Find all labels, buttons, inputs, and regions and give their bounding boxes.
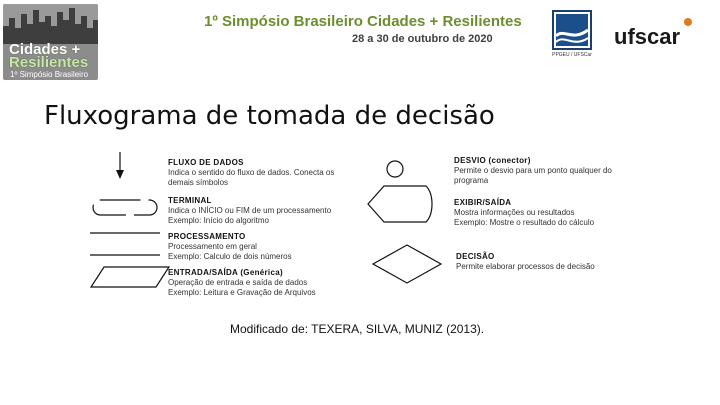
ufscar-logo-icon bbox=[612, 14, 698, 52]
symposium-title: 1º Simpósio Brasileiro Cidades + Resilientes bbox=[204, 13, 522, 30]
flow-item-line: Exemplo: Calculo de dois números bbox=[168, 252, 292, 261]
flow-item-input-output bbox=[168, 268, 316, 298]
flow-item-line: Permite o desvio para um ponto qualquer do bbox=[454, 166, 612, 175]
ppgeu-label: PPGEU / UFSCar bbox=[552, 52, 592, 58]
flow-item-connector bbox=[454, 156, 612, 186]
flow-item-line: Operação de entrada e saída de dados bbox=[168, 278, 308, 287]
connector-symbol-icon bbox=[384, 158, 406, 180]
decision-symbol-icon bbox=[372, 244, 442, 284]
figure-caption: Modificado de: TEXERA, SILVA, MUNIZ (2013). bbox=[230, 322, 485, 336]
logo-title-line2: Resilientes bbox=[9, 54, 89, 71]
flow-item-line: programa bbox=[454, 176, 489, 185]
flow-item-heading: DECISÃO bbox=[456, 252, 495, 261]
flow-item-heading: TERMINAL bbox=[168, 196, 212, 205]
flow-item-heading: FLUXO DE DADOS bbox=[168, 158, 244, 167]
flow-item-line: Exemplo: Leitura e Gravação de Arquivos bbox=[168, 288, 316, 297]
header-banner bbox=[0, 0, 720, 82]
flow-item-terminal bbox=[168, 196, 331, 226]
flow-item-heading: ENTRADA/SAÍDA (Genérica) bbox=[168, 268, 283, 277]
ppgeu-logo-icon bbox=[552, 10, 592, 56]
flow-item-heading: EXIBIR/SAÍDA bbox=[454, 198, 512, 207]
flow-item-decision bbox=[456, 252, 595, 272]
flow-item-line: Exemplo: Mostre o resultado do cálculo bbox=[454, 218, 595, 227]
flow-item-heading: DESVIO (conector) bbox=[454, 156, 531, 165]
flow-item-line: demais símbolos bbox=[168, 178, 229, 187]
symposium-dates: 28 a 30 de outubro de 2020 bbox=[352, 33, 493, 45]
data-flow-arrow-icon bbox=[112, 152, 128, 180]
flow-item-heading: PROCESSAMENTO bbox=[168, 232, 246, 241]
cidades-resilientes-logo bbox=[3, 4, 98, 80]
flow-item-line: Indica o sentido do fluxo de dados. Conecta os bbox=[168, 168, 335, 177]
logo-subtitle: 1º Simpósio Brasileiro bbox=[10, 70, 89, 79]
display-symbol-icon bbox=[366, 184, 436, 224]
terminal-symbol-icon bbox=[92, 199, 158, 217]
city-skyline-icon bbox=[3, 4, 98, 44]
slide-title: Fluxograma de tomada de decisão bbox=[44, 101, 495, 131]
flow-item-data-flow bbox=[168, 158, 334, 188]
flow-item-display bbox=[454, 198, 594, 228]
flow-item-line: Mostra informações ou resultados bbox=[454, 208, 575, 217]
flow-item-line: Processamento em geral bbox=[168, 242, 257, 251]
ufscar-logo-text: ufscar bbox=[614, 24, 681, 49]
flow-item-process bbox=[168, 232, 292, 262]
process-symbol-icon bbox=[90, 232, 160, 256]
flow-item-line: Exemplo: Início do algoritmo bbox=[168, 216, 269, 225]
flow-item-line: Indica o INÍCIO ou FIM de um processamento bbox=[168, 206, 332, 215]
flow-item-line: Permite elaborar processos de decisão bbox=[456, 262, 595, 271]
input-output-symbol-icon bbox=[90, 266, 170, 288]
flowchart-symbols-figure bbox=[90, 148, 650, 308]
logo-title-line1: Cidades + bbox=[9, 41, 81, 58]
